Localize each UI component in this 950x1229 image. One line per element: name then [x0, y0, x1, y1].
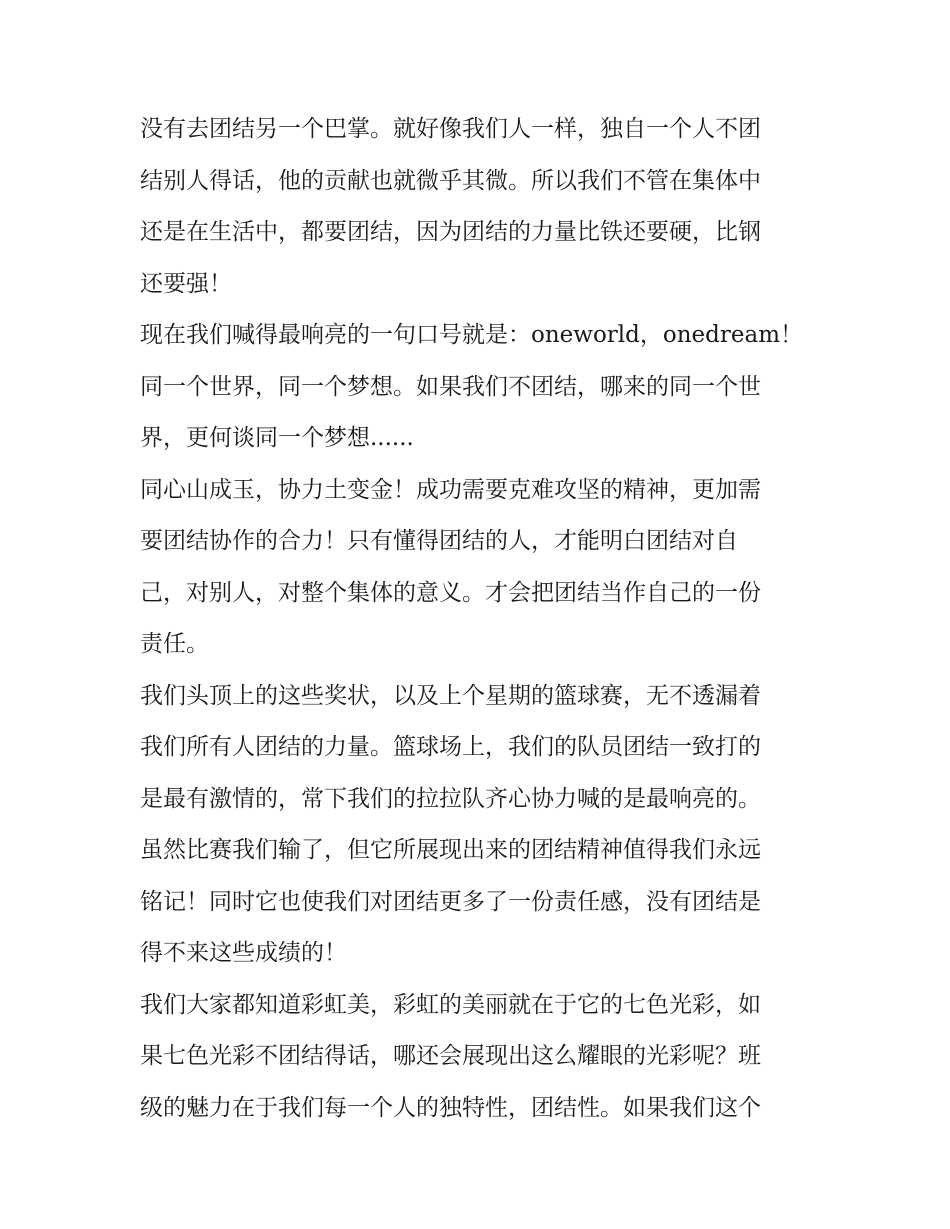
text-line: 我们大家都知道彩虹美，彩虹的美丽就在于它的七色光彩，如 [140, 991, 761, 1018]
text-line: 没有去团结另一个巴掌。就好像我们人一样，独自一个人不团 [140, 116, 761, 142]
text-line: 现在我们喊得最响亮的一句口号就是：oneworld，onedream！ [140, 322, 804, 348]
text-line: 同一个世界，同一个梦想。如果我们不团结，哪来的同一个世 [140, 373, 761, 400]
text-line: 己，对别人，对整个集体的意义。才会把团结当作自己的一份 [140, 579, 761, 606]
text-line: 还是在生活中，都要团结，因为团结的力量比铁还要硬，比钢 [140, 219, 761, 245]
text-line: 责任。 [140, 631, 209, 657]
text-line: 我们所有人团结的力量。篮球场上，我们的队员团结一致打的 [140, 734, 761, 760]
text-line: 我们头顶上的这些奖状，以及上个星期的篮球赛，无不透漏着 [140, 682, 761, 709]
text-line: 还要强！ [140, 270, 232, 297]
text-line: 级的魅力在于我们每一个人的独特性，团结性。如果我们这个 [140, 1094, 761, 1121]
text-line: 要团结协作的合力！只有懂得团结的人，才能明白团结对自 [140, 528, 738, 554]
text-line: 虽然比赛我们输了，但它所展现出来的团结精神值得我们永远 [140, 837, 761, 863]
text-line: 铭记！同时它也使我们对团结更多了一份责任感，没有团结是 [140, 888, 761, 915]
text-line: 同心山成玉，协力土变金！成功需要克难攻坚的精神，更加需 [140, 476, 761, 503]
text-line: 是最有激情的，常下我们的拉拉队齐心协力喊的是最响亮的。 [140, 785, 761, 812]
text-line: 结别人得话，他的贡献也就微乎其微。所以我们不管在集体中 [140, 167, 761, 194]
text-line: 果七色光彩不团结得话，哪还会展现出这么耀眼的光彩呢？班 [140, 1043, 761, 1069]
document-body [140, 104, 812, 1134]
text-line: 界，更何谈同一个梦想...... [140, 425, 414, 451]
text-line: 得不来这些成绩的！ [140, 940, 347, 966]
